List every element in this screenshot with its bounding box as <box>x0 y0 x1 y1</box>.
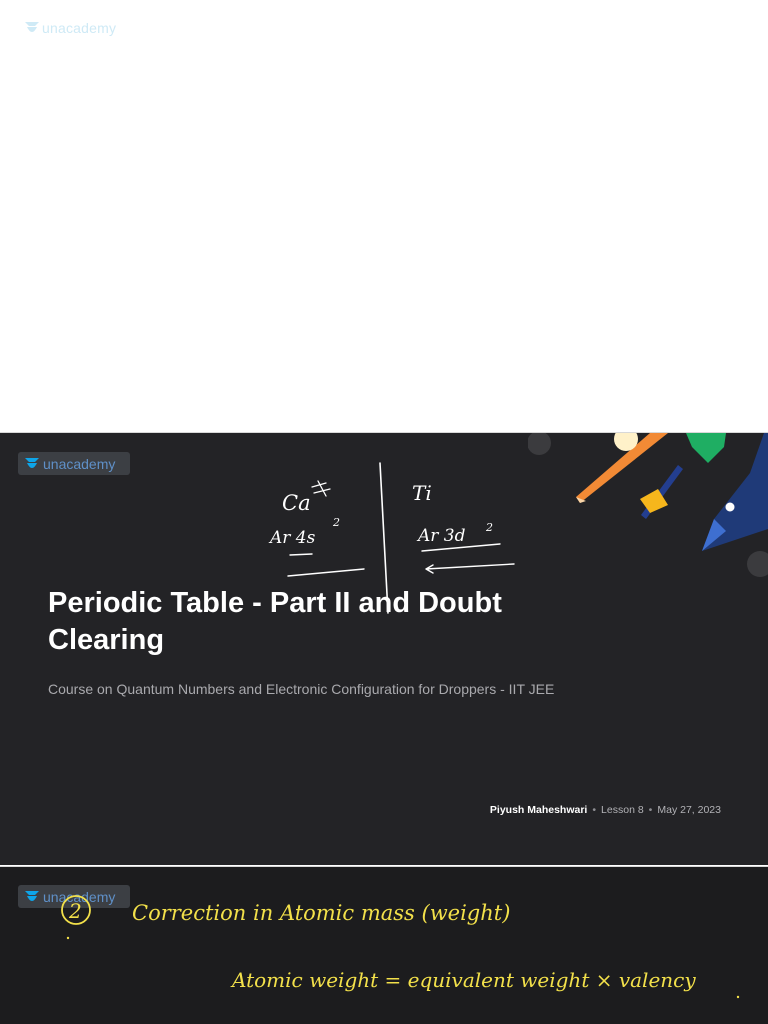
unacademy-logo-icon <box>24 21 40 35</box>
handwritten-notes <box>0 867 768 1024</box>
lesson-number: Lesson 8 <box>601 804 644 816</box>
right-element-config-superscript: 2 <box>486 521 493 534</box>
lesson-date: May 27, 2023 <box>657 804 721 816</box>
notes-slide <box>0 867 768 1024</box>
note-heading: Correction in Atomic mass (weight) <box>132 901 511 925</box>
left-element-config: Ar 4s <box>270 528 316 548</box>
educator-name: Piyush Maheshwari <box>489 804 588 816</box>
brand-name: unacademy <box>42 20 117 36</box>
blank-slide <box>0 0 768 432</box>
note-number: 2 <box>69 899 82 923</box>
course-name: Course on Quantum Numbers and Electronic Configuration for Droppers - IIT JEE <box>48 681 555 697</box>
meta-separator: • <box>648 804 653 816</box>
brand-name: unacademy <box>43 888 116 905</box>
left-element-symbol: Ca <box>282 491 311 515</box>
note-formula: Atomic weight = equivalent weight × valency <box>232 968 696 992</box>
brand-logo <box>24 20 116 36</box>
brand-name: unacademy <box>43 455 116 472</box>
right-element-config: Ar 3d <box>418 526 466 546</box>
lesson-meta <box>490 804 721 816</box>
left-element-config-superscript: 2 <box>333 516 340 529</box>
meta-separator: • <box>592 804 597 816</box>
right-element-symbol: Ti <box>412 481 432 505</box>
lesson-title: Periodic Table - Part II and Doubt Clearing <box>48 587 502 656</box>
cover-slide <box>0 433 768 865</box>
